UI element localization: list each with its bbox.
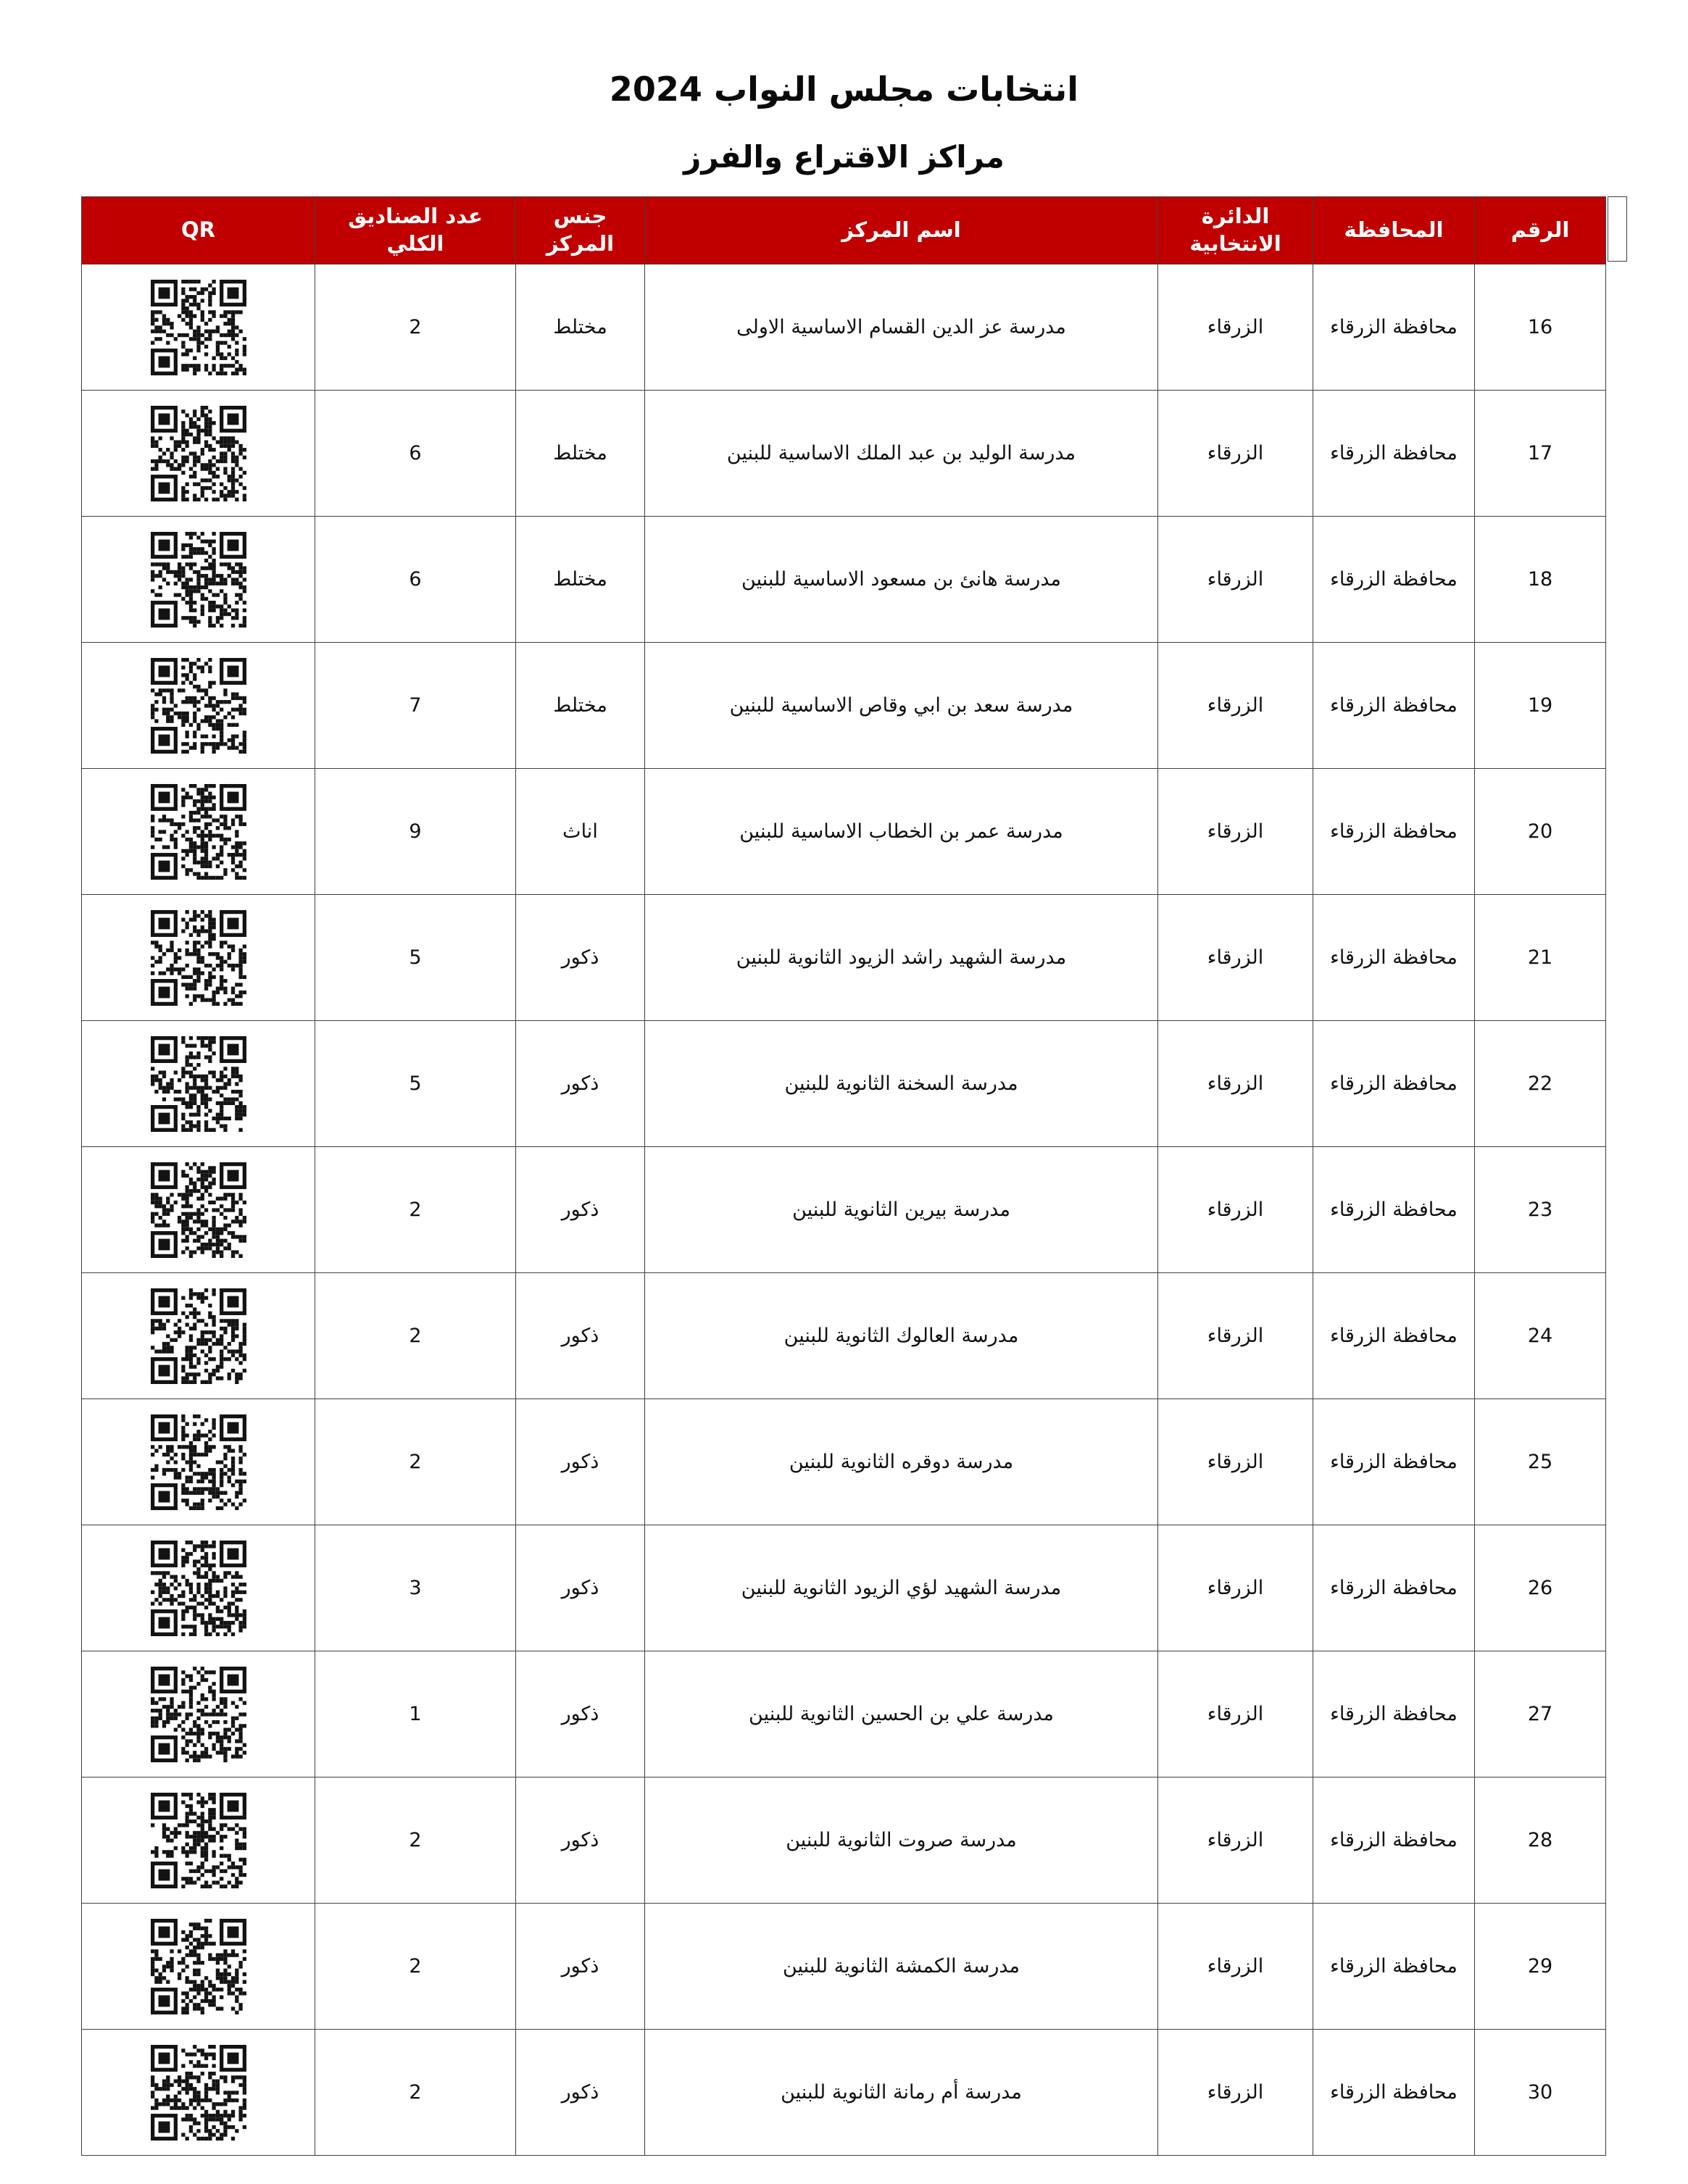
cell-boxes-total: 1 bbox=[315, 1651, 516, 1777]
cell-gender: ذكور bbox=[516, 1777, 645, 1904]
qr-code bbox=[89, 267, 307, 387]
table-row bbox=[82, 769, 1606, 895]
cell-boxes-total: 9 bbox=[315, 769, 516, 895]
cell-governorate: محافظة الزرقاء bbox=[1313, 643, 1475, 769]
cell-district: الزرقاء bbox=[1158, 643, 1313, 769]
cell-governorate: محافظة الزرقاء bbox=[1313, 1904, 1475, 2030]
cell-gender: ذكور bbox=[516, 895, 645, 1021]
cell-center-name: مدرسة عمر بن الخطاب الاساسية للبنين bbox=[645, 769, 1158, 895]
cell-qr bbox=[82, 1525, 315, 1651]
cell-boxes-total: 2 bbox=[315, 264, 516, 391]
cell-qr bbox=[82, 1021, 315, 1147]
qr-code bbox=[89, 1024, 307, 1143]
cell-gender: ذكور bbox=[516, 1904, 645, 2030]
cell-governorate: محافظة الزرقاء bbox=[1313, 1525, 1475, 1651]
header-row bbox=[82, 197, 1606, 264]
cell-boxes-total: 3 bbox=[315, 1525, 516, 1651]
qr-code bbox=[89, 1780, 307, 1900]
table-row bbox=[82, 391, 1606, 517]
table-row bbox=[82, 1273, 1606, 1399]
table-row bbox=[82, 643, 1606, 769]
cell-center-name: مدرسة سعد بن ابي وقاص الاساسية للبنين bbox=[645, 643, 1158, 769]
table-row bbox=[82, 1777, 1606, 1904]
table-row bbox=[82, 1399, 1606, 1525]
header-governorate: المحافظة bbox=[1313, 197, 1475, 264]
cell-district: الزرقاء bbox=[1158, 264, 1313, 391]
cell-number: 28 bbox=[1475, 1777, 1606, 1904]
table-row bbox=[82, 895, 1606, 1021]
cell-governorate: محافظة الزرقاء bbox=[1313, 1273, 1475, 1399]
cell-governorate: محافظة الزرقاء bbox=[1313, 1021, 1475, 1147]
cell-district: الزرقاء bbox=[1158, 1399, 1313, 1525]
cell-district: الزرقاء bbox=[1158, 1525, 1313, 1651]
cell-center-name: مدرسة بيرين الثانوية للبنين bbox=[645, 1147, 1158, 1273]
cell-boxes-total: 2 bbox=[315, 1399, 516, 1525]
cell-qr bbox=[82, 1904, 315, 2030]
header-center-name: اسم المركز bbox=[645, 197, 1158, 264]
table-body bbox=[82, 264, 1606, 2156]
header-gender: جنس المركز bbox=[516, 197, 645, 264]
cell-qr bbox=[82, 1777, 315, 1904]
cell-number: 25 bbox=[1475, 1399, 1606, 1525]
cell-district: الزرقاء bbox=[1158, 2030, 1313, 2156]
cell-district: الزرقاء bbox=[1158, 1651, 1313, 1777]
qr-code bbox=[89, 393, 307, 513]
qr-code bbox=[89, 1654, 307, 1774]
cell-qr bbox=[82, 1399, 315, 1525]
cell-number: 16 bbox=[1475, 264, 1606, 391]
cell-governorate: محافظة الزرقاء bbox=[1313, 1399, 1475, 1525]
qr-code bbox=[89, 1528, 307, 1648]
cell-number: 30 bbox=[1475, 2030, 1606, 2156]
cell-number: 17 bbox=[1475, 391, 1606, 517]
cell-boxes-total: 2 bbox=[315, 1147, 516, 1273]
cell-district: الزرقاء bbox=[1158, 517, 1313, 643]
table-row bbox=[82, 2030, 1606, 2156]
cell-gender: ذكور bbox=[516, 1399, 645, 1525]
cell-gender: ذكور bbox=[516, 1525, 645, 1651]
header-qr: QR bbox=[82, 197, 315, 264]
cell-center-name: مدرسة الوليد بن عبد الملك الاساسية للبنين bbox=[645, 391, 1158, 517]
cell-center-name: مدرسة دوقره الثانوية للبنين bbox=[645, 1399, 1158, 1525]
cell-qr bbox=[82, 264, 315, 391]
cell-qr bbox=[82, 769, 315, 895]
cell-number: 29 bbox=[1475, 1904, 1606, 2030]
cell-qr bbox=[82, 517, 315, 643]
table-row bbox=[82, 1525, 1606, 1651]
cell-boxes-total: 6 bbox=[315, 517, 516, 643]
cell-governorate: محافظة الزرقاء bbox=[1313, 1777, 1475, 1904]
cell-district: الزرقاء bbox=[1158, 1147, 1313, 1273]
cell-qr bbox=[82, 1147, 315, 1273]
table-row bbox=[82, 517, 1606, 643]
cell-boxes-total: 2 bbox=[315, 1904, 516, 2030]
cell-number: 27 bbox=[1475, 1651, 1606, 1777]
table-area bbox=[82, 196, 1606, 2156]
cell-governorate: محافظة الزرقاء bbox=[1313, 769, 1475, 895]
cell-qr bbox=[82, 1273, 315, 1399]
cell-center-name: مدرسة الشهيد لؤي الزيود الثانوية للبنين bbox=[645, 1525, 1158, 1651]
cell-gender: مختلط bbox=[516, 264, 645, 391]
cell-gender: ذكور bbox=[516, 1651, 645, 1777]
cell-gender: مختلط bbox=[516, 643, 645, 769]
table-row bbox=[82, 1021, 1606, 1147]
cell-governorate: محافظة الزرقاء bbox=[1313, 895, 1475, 1021]
page-title: انتخابات مجلس النواب 2024 bbox=[609, 70, 1079, 109]
cell-district: الزرقاء bbox=[1158, 391, 1313, 517]
qr-code bbox=[89, 898, 307, 1017]
cell-center-name: مدرسة الشهيد راشد الزيود الثانوية للبنين bbox=[645, 895, 1158, 1021]
cell-center-name: مدرسة صروت الثانوية للبنين bbox=[645, 1777, 1158, 1904]
cell-qr bbox=[82, 391, 315, 517]
cell-gender: مختلط bbox=[516, 391, 645, 517]
table-row bbox=[82, 1904, 1606, 2030]
qr-code bbox=[89, 2033, 307, 2152]
cell-governorate: محافظة الزرقاء bbox=[1313, 1147, 1475, 1273]
cell-gender: ذكور bbox=[516, 1021, 645, 1147]
qr-code bbox=[89, 1150, 307, 1270]
cell-boxes-total: 2 bbox=[315, 1273, 516, 1399]
table-row bbox=[82, 1147, 1606, 1273]
header-district: الدائرة الانتخابية bbox=[1158, 197, 1313, 264]
cell-center-name: مدرسة هانئ بن مسعود الاساسية للبنين bbox=[645, 517, 1158, 643]
cell-number: 19 bbox=[1475, 643, 1606, 769]
cell-qr bbox=[82, 643, 315, 769]
cell-governorate: محافظة الزرقاء bbox=[1313, 2030, 1475, 2156]
cell-district: الزرقاء bbox=[1158, 769, 1313, 895]
header-number: الرقم bbox=[1475, 197, 1606, 264]
cell-district: الزرقاء bbox=[1158, 895, 1313, 1021]
cell-number: 20 bbox=[1475, 769, 1606, 895]
cell-center-name: مدرسة عز الدين القسام الاساسية الاولى bbox=[645, 264, 1158, 391]
cell-district: الزرقاء bbox=[1158, 1021, 1313, 1147]
qr-code bbox=[89, 520, 307, 639]
cell-governorate: محافظة الزرقاء bbox=[1313, 1651, 1475, 1777]
qr-code bbox=[89, 1276, 307, 1396]
cell-qr bbox=[82, 1651, 315, 1777]
cell-boxes-total: 7 bbox=[315, 643, 516, 769]
cell-boxes-total: 5 bbox=[315, 1021, 516, 1147]
cell-governorate: محافظة الزرقاء bbox=[1313, 391, 1475, 517]
table-row bbox=[82, 264, 1606, 391]
cell-number: 24 bbox=[1475, 1273, 1606, 1399]
cell-qr bbox=[82, 895, 315, 1021]
polling-centers-table bbox=[81, 196, 1606, 2156]
header-spacer-cell bbox=[1608, 196, 1627, 262]
cell-governorate: محافظة الزرقاء bbox=[1313, 517, 1475, 643]
cell-center-name: مدرسة أم رمانة الثانوية للبنين bbox=[645, 2030, 1158, 2156]
cell-district: الزرقاء bbox=[1158, 1777, 1313, 1904]
page-subtitle: مراكز الاقتراع والفرز bbox=[683, 139, 1005, 175]
cell-center-name: مدرسة علي بن الحسين الثانوية للبنين bbox=[645, 1651, 1158, 1777]
qr-code bbox=[89, 1402, 307, 1522]
cell-center-name: مدرسة الكمشة الثانوية للبنين bbox=[645, 1904, 1158, 2030]
cell-number: 26 bbox=[1475, 1525, 1606, 1651]
cell-number: 22 bbox=[1475, 1021, 1606, 1147]
qr-code bbox=[89, 772, 307, 891]
cell-district: الزرقاء bbox=[1158, 1904, 1313, 2030]
cell-gender: اناث bbox=[516, 769, 645, 895]
cell-gender: ذكور bbox=[516, 2030, 645, 2156]
cell-number: 18 bbox=[1475, 517, 1606, 643]
cell-boxes-total: 5 bbox=[315, 895, 516, 1021]
cell-governorate: محافظة الزرقاء bbox=[1313, 264, 1475, 391]
cell-center-name: مدرسة السخنة الثانوية للبنين bbox=[645, 1021, 1158, 1147]
cell-qr bbox=[82, 2030, 315, 2156]
cell-boxes-total: 2 bbox=[315, 2030, 516, 2156]
qr-code bbox=[89, 646, 307, 765]
cell-district: الزرقاء bbox=[1158, 1273, 1313, 1399]
table-row bbox=[82, 1651, 1606, 1777]
cell-gender: ذكور bbox=[516, 1273, 645, 1399]
cell-boxes-total: 2 bbox=[315, 1777, 516, 1904]
cell-center-name: مدرسة العالوك الثانوية للبنين bbox=[645, 1273, 1158, 1399]
cell-number: 23 bbox=[1475, 1147, 1606, 1273]
cell-gender: ذكور bbox=[516, 1147, 645, 1273]
cell-gender: مختلط bbox=[516, 517, 645, 643]
header-boxes-total: عدد الصناديق الكلي bbox=[315, 197, 516, 264]
cell-boxes-total: 6 bbox=[315, 391, 516, 517]
qr-code bbox=[89, 1906, 307, 2026]
cell-number: 21 bbox=[1475, 895, 1606, 1021]
